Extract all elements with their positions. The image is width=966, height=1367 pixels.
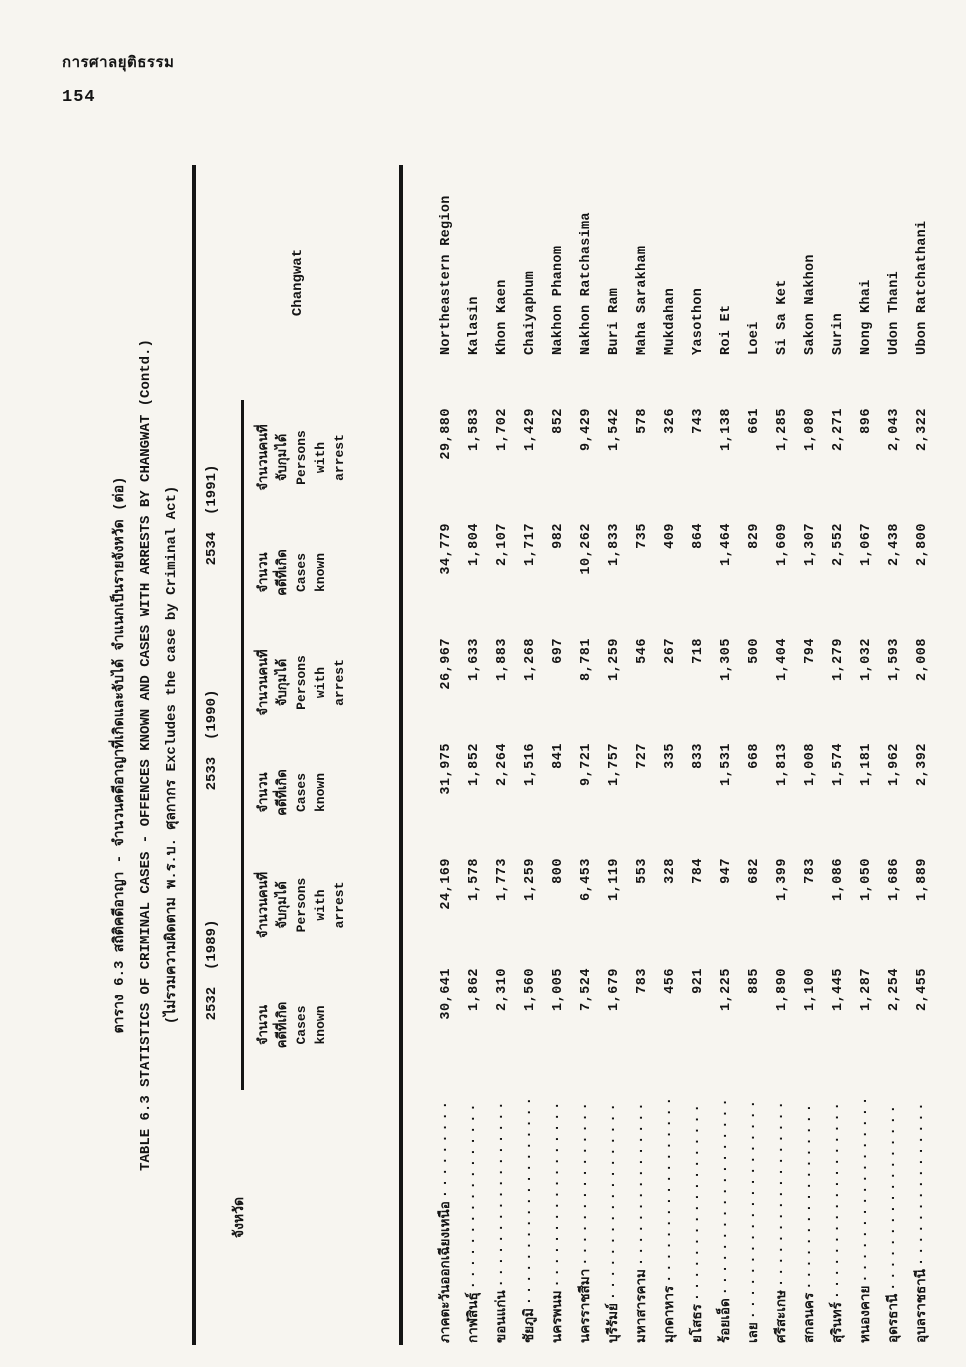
leader-dots bbox=[601, 1100, 629, 1300]
value-cell-persons_1989: 1,259 bbox=[523, 858, 538, 902]
row-label-english: Nakhon Phanom bbox=[551, 245, 566, 355]
row-label-thai: สุรินทร์ bbox=[831, 1302, 846, 1343]
table-body bbox=[399, 165, 937, 1345]
leader-dots bbox=[629, 1100, 657, 1266]
value-cell-cases_1991: 735 bbox=[635, 523, 650, 549]
year-label-1990: 2533 (1990) bbox=[204, 689, 220, 791]
leader-dots bbox=[573, 1100, 601, 1266]
page-number: 154 bbox=[62, 88, 96, 107]
row-label-thai-cell bbox=[741, 1090, 769, 1345]
value-cell-cases_1989: 456 bbox=[663, 968, 678, 994]
value-cell-persons_1991: 326 bbox=[663, 408, 678, 434]
table-header bbox=[192, 165, 399, 1345]
row-label-english: Nong Khai bbox=[859, 279, 874, 355]
leader-dots bbox=[769, 1100, 797, 1287]
value-cell-persons_1991: 2,271 bbox=[831, 408, 846, 452]
value-cell-persons_1990: 26,967 bbox=[439, 638, 454, 690]
value-cell-persons_1990: 267 bbox=[663, 638, 678, 664]
value-cell-persons_1990: 1,032 bbox=[859, 638, 874, 682]
value-cell-persons_1989: 1,686 bbox=[887, 858, 902, 902]
row-label-english: Nakhon Ratchasima bbox=[579, 212, 594, 355]
value-cell-persons_1991: 1,285 bbox=[775, 408, 790, 452]
row-label-thai: ขอนแก่น bbox=[495, 1290, 510, 1343]
value-cell-persons_1991: 578 bbox=[635, 408, 650, 434]
value-cell-cases_1989: 783 bbox=[635, 968, 650, 994]
value-cell-persons_1991: 852 bbox=[551, 408, 566, 434]
subheader-cases-known-1990: จำนวน คดีที่เกิด Cases known bbox=[256, 769, 328, 816]
subheader-persons-arrest-1990: จำนวนคนที่ จับกุมได้ Persons with arrest bbox=[256, 649, 347, 716]
leader-dots bbox=[881, 1100, 909, 1291]
value-cell-persons_1989: 1,399 bbox=[775, 858, 790, 902]
value-cell-persons_1991: 896 bbox=[859, 408, 874, 434]
leader-dots bbox=[433, 1100, 461, 1198]
value-cell-persons_1989: 784 bbox=[691, 858, 706, 884]
value-cell-persons_1990: 500 bbox=[747, 638, 762, 664]
value-cell-persons_1989: 1,889 bbox=[915, 858, 930, 902]
value-cell-persons_1991: 2,322 bbox=[915, 408, 930, 452]
value-cell-persons_1991: 29,880 bbox=[439, 408, 454, 460]
row-label-thai-cell bbox=[825, 1090, 853, 1345]
leader-dots bbox=[461, 1100, 489, 1289]
row-label-thai-cell bbox=[601, 1090, 629, 1345]
value-cell-cases_1989: 1,005 bbox=[551, 968, 566, 1012]
value-cell-persons_1990: 1,593 bbox=[887, 638, 902, 682]
value-cell-cases_1991: 2,800 bbox=[915, 523, 930, 567]
leader-dots bbox=[489, 1100, 517, 1287]
value-cell-cases_1990: 841 bbox=[551, 743, 566, 769]
row-label-thai: นครราชสีมา bbox=[579, 1268, 594, 1343]
value-cell-cases_1990: 1,181 bbox=[859, 743, 874, 787]
value-cell-persons_1989: 1,578 bbox=[467, 858, 482, 902]
value-cell-persons_1989: 1,086 bbox=[831, 858, 846, 902]
value-cell-persons_1991: 743 bbox=[691, 408, 706, 434]
row-label-english: Surin bbox=[831, 312, 846, 355]
value-cell-persons_1990: 1,279 bbox=[831, 638, 846, 682]
value-cell-persons_1991: 661 bbox=[747, 408, 762, 434]
row-label-thai: ศรีสะเกษ bbox=[775, 1290, 790, 1343]
value-cell-persons_1991: 9,429 bbox=[579, 408, 594, 452]
value-cell-persons_1991: 2,043 bbox=[887, 408, 902, 452]
leader-dots bbox=[517, 1100, 545, 1305]
value-cell-cases_1989: 2,254 bbox=[887, 968, 902, 1012]
value-cell-cases_1990: 1,757 bbox=[607, 743, 622, 787]
value-cell-cases_1991: 829 bbox=[747, 523, 762, 549]
value-cell-persons_1991: 1,080 bbox=[803, 408, 818, 452]
value-cell-cases_1989: 1,100 bbox=[803, 968, 818, 1012]
row-label-thai: เลย bbox=[747, 1322, 762, 1343]
value-cell-cases_1991: 1,609 bbox=[775, 523, 790, 567]
table-title-thai: ตาราง 6.3 สถิติคดีอาญา - จำนวนคดีอาญาที่เกิดและจับได้ จำแนกเป็นรายจังหวัด (ต่อ) bbox=[112, 476, 128, 1034]
value-cell-cases_1990: 2,264 bbox=[495, 743, 510, 787]
row-label-thai-cell bbox=[853, 1090, 881, 1345]
row-label-english: Kalasin bbox=[467, 296, 482, 355]
value-cell-persons_1990: 546 bbox=[635, 638, 650, 664]
value-cell-persons_1990: 1,404 bbox=[775, 638, 790, 682]
leader-dots bbox=[741, 1100, 769, 1319]
row-label-english: Mukdahan bbox=[663, 287, 678, 355]
leader-dots bbox=[545, 1100, 573, 1287]
leader-dots bbox=[853, 1100, 881, 1283]
row-label-thai-cell bbox=[657, 1090, 685, 1345]
table-title-block bbox=[105, 165, 192, 1345]
statistics-table bbox=[192, 165, 937, 1345]
value-cell-persons_1989: 328 bbox=[663, 858, 678, 884]
value-cell-cases_1991: 10,262 bbox=[579, 523, 594, 575]
row-label-english: Khon Kaen bbox=[495, 279, 510, 355]
row-label-thai-cell bbox=[433, 1090, 461, 1345]
value-cell-cases_1990: 727 bbox=[635, 743, 650, 769]
subheader-cases-known-1991: จำนวน คดีที่เกิด Cases known bbox=[256, 549, 328, 596]
row-label-english: Loei bbox=[747, 321, 762, 355]
row-label-thai: ชัยภูมิ bbox=[523, 1308, 538, 1343]
value-cell-persons_1990: 8,781 bbox=[579, 638, 594, 682]
row-label-thai-cell bbox=[713, 1090, 741, 1345]
value-cell-cases_1989: 1,560 bbox=[523, 968, 538, 1012]
value-cell-persons_1989: 6,453 bbox=[579, 858, 594, 902]
value-cell-cases_1991: 409 bbox=[663, 523, 678, 549]
value-cell-cases_1989: 2,455 bbox=[915, 968, 930, 1012]
value-cell-persons_1990: 1,268 bbox=[523, 638, 538, 682]
year-label-1991: 2534 (1991) bbox=[204, 464, 220, 566]
value-cell-cases_1989: 1,862 bbox=[467, 968, 482, 1012]
row-label-thai: มุกดาหาร bbox=[663, 1285, 678, 1343]
row-label-english: Maha Sarakham bbox=[635, 245, 650, 355]
value-cell-cases_1990: 1,852 bbox=[467, 743, 482, 787]
value-cell-cases_1991: 1,307 bbox=[803, 523, 818, 567]
row-label-english: Buri Ram bbox=[607, 287, 622, 355]
value-cell-cases_1990: 1,574 bbox=[831, 743, 846, 787]
subheader-persons-arrest-1991: จำนวนคนที่ จับกุมได้ Persons with arrest bbox=[256, 424, 347, 491]
value-cell-cases_1989: 2,310 bbox=[495, 968, 510, 1012]
value-cell-cases_1989: 7,524 bbox=[579, 968, 594, 1012]
value-cell-persons_1990: 697 bbox=[551, 638, 566, 664]
value-cell-cases_1991: 982 bbox=[551, 523, 566, 549]
leader-dots bbox=[657, 1100, 685, 1283]
value-cell-cases_1989: 1,445 bbox=[831, 968, 846, 1012]
row-label-thai: นครพนม bbox=[551, 1290, 566, 1343]
row-label-english: Udon Thani bbox=[887, 270, 902, 355]
row-label-thai: สกลนคร bbox=[803, 1292, 818, 1343]
value-cell-persons_1990: 1,259 bbox=[607, 638, 622, 682]
value-cell-cases_1989: 921 bbox=[691, 968, 706, 994]
row-label-thai-cell bbox=[797, 1090, 825, 1345]
leader-dots bbox=[685, 1100, 713, 1301]
value-cell-cases_1991: 1,067 bbox=[859, 523, 874, 567]
value-cell-cases_1989: 30,641 bbox=[439, 968, 454, 1020]
value-cell-cases_1991: 2,552 bbox=[831, 523, 846, 567]
year-label-1989: 2532 (1989) bbox=[204, 919, 220, 1021]
row-label-english: Ubon Ratchathani bbox=[915, 220, 930, 355]
year-group-1990 bbox=[196, 630, 244, 850]
value-cell-cases_1989: 1,679 bbox=[607, 968, 622, 1012]
leader-dots bbox=[713, 1100, 741, 1295]
value-cell-persons_1990: 1,883 bbox=[495, 638, 510, 682]
rotated-table-container bbox=[105, 165, 955, 1345]
row-label-thai-cell bbox=[909, 1090, 937, 1345]
value-cell-cases_1990: 668 bbox=[747, 743, 762, 769]
value-cell-cases_1991: 1,804 bbox=[467, 523, 482, 567]
value-cell-cases_1989: 1,890 bbox=[775, 968, 790, 1012]
value-cell-persons_1990: 1,305 bbox=[719, 638, 734, 682]
row-header-thai: จังหวัด bbox=[232, 1196, 248, 1239]
value-cell-persons_1991: 1,138 bbox=[719, 408, 734, 452]
table-title-note: (ไม่รวมความผิดตาม พ.ร.บ. ศุลกากร Excludes the case by Criminal Act) bbox=[164, 485, 180, 1025]
value-cell-persons_1991: 1,542 bbox=[607, 408, 622, 452]
row-label-english: Chaiyaphum bbox=[523, 270, 538, 355]
leader-dots bbox=[825, 1100, 853, 1299]
row-label-thai-cell bbox=[461, 1090, 489, 1345]
value-cell-persons_1989: 783 bbox=[803, 858, 818, 884]
row-label-english: Si Sa Ket bbox=[775, 279, 790, 355]
leader-dots bbox=[797, 1100, 825, 1290]
value-cell-persons_1989: 1,119 bbox=[607, 858, 622, 902]
value-cell-persons_1991: 1,702 bbox=[495, 408, 510, 452]
row-label-thai: กาฬสินธุ์ bbox=[467, 1292, 482, 1343]
row-label-thai: อุบลราชธานี bbox=[915, 1269, 930, 1343]
row-label-thai: ภาคตะวันออกเฉียงเหนือ bbox=[439, 1201, 454, 1343]
row-label-thai-cell bbox=[517, 1090, 545, 1345]
row-label-thai: อุดรธานี bbox=[887, 1293, 902, 1343]
value-cell-persons_1989: 800 bbox=[551, 858, 566, 884]
row-label-thai: ร้อยเอ็ด bbox=[719, 1298, 734, 1343]
value-cell-persons_1990: 794 bbox=[803, 638, 818, 664]
department-header: การศาลยุติธรรม bbox=[62, 55, 175, 72]
row-label-thai-cell bbox=[545, 1090, 573, 1345]
leader-dots bbox=[909, 1100, 937, 1266]
value-cell-cases_1990: 1,962 bbox=[887, 743, 902, 787]
value-cell-cases_1991: 34,779 bbox=[439, 523, 454, 575]
row-label-english: Yasothon bbox=[691, 287, 706, 355]
value-cell-persons_1989: 1,773 bbox=[495, 858, 510, 902]
value-cell-cases_1989: 1,287 bbox=[859, 968, 874, 1012]
value-cell-persons_1989: 553 bbox=[635, 858, 650, 884]
row-label-english: Northeastern Region bbox=[439, 195, 454, 355]
value-cell-persons_1991: 1,583 bbox=[467, 408, 482, 452]
value-cell-cases_1991: 2,107 bbox=[495, 523, 510, 567]
value-cell-persons_1989: 947 bbox=[719, 858, 734, 884]
value-cell-cases_1990: 9,721 bbox=[579, 743, 594, 787]
value-cell-cases_1990: 335 bbox=[663, 743, 678, 769]
subheader-cases-known-1989: จำนวน คดีที่เกิด Cases known bbox=[256, 1001, 328, 1049]
row-label-thai: ยโสธร bbox=[691, 1304, 706, 1343]
row-label-thai: หนองคาย bbox=[859, 1285, 874, 1343]
value-cell-cases_1991: 1,464 bbox=[719, 523, 734, 567]
row-label-thai-cell bbox=[573, 1090, 601, 1345]
row-label-thai-cell bbox=[881, 1090, 909, 1345]
row-label-thai-cell bbox=[769, 1090, 797, 1345]
value-cell-cases_1990: 2,392 bbox=[915, 743, 930, 787]
value-cell-persons_1991: 1,429 bbox=[523, 408, 538, 452]
value-cell-persons_1989: 24,169 bbox=[439, 858, 454, 910]
table-title-english: TABLE 6.3 STATISTICS OF CRIMINAL CASES - OFFENCES KNOWN AND CASES WITH ARRESTS BY CHANGWAT (Contd.) bbox=[138, 339, 154, 1171]
value-cell-persons_1989: 1,050 bbox=[859, 858, 874, 902]
row-label-thai-cell bbox=[685, 1090, 713, 1345]
value-cell-cases_1990: 1,813 bbox=[775, 743, 790, 787]
subheader-persons-arrest-1989: จำนวนคนที่ จับกุมได้ Persons with arrest bbox=[256, 871, 347, 939]
value-cell-cases_1989: 885 bbox=[747, 968, 762, 994]
row-label-english: Roi Et bbox=[719, 304, 734, 355]
value-cell-cases_1990: 833 bbox=[691, 743, 706, 769]
row-label-thai: บุรีรัมย์ bbox=[607, 1303, 622, 1343]
row-label-thai-cell bbox=[489, 1090, 517, 1345]
value-cell-persons_1990: 2,008 bbox=[915, 638, 930, 682]
value-cell-persons_1990: 718 bbox=[691, 638, 706, 664]
row-label-thai-cell bbox=[629, 1090, 657, 1345]
value-cell-cases_1990: 1,516 bbox=[523, 743, 538, 787]
row-label-english: Sakon Nakhon bbox=[803, 254, 818, 355]
value-cell-cases_1991: 2,438 bbox=[887, 523, 902, 567]
value-cell-cases_1990: 1,531 bbox=[719, 743, 734, 787]
page-header bbox=[62, 50, 174, 107]
row-label-thai: มหาสารคาม bbox=[635, 1269, 650, 1343]
year-group-1989 bbox=[196, 850, 244, 1090]
value-cell-cases_1991: 1,833 bbox=[607, 523, 622, 567]
value-cell-persons_1989: 682 bbox=[747, 858, 762, 884]
year-group-1991 bbox=[196, 400, 244, 630]
value-cell-cases_1990: 31,975 bbox=[439, 743, 454, 795]
value-cell-cases_1991: 1,717 bbox=[523, 523, 538, 567]
value-cell-cases_1989: 1,225 bbox=[719, 968, 734, 1012]
value-cell-cases_1991: 864 bbox=[691, 523, 706, 549]
value-cell-persons_1990: 1,633 bbox=[467, 638, 482, 682]
col-header-changwat: Changwat bbox=[289, 248, 306, 317]
value-cell-cases_1990: 1,008 bbox=[803, 743, 818, 787]
